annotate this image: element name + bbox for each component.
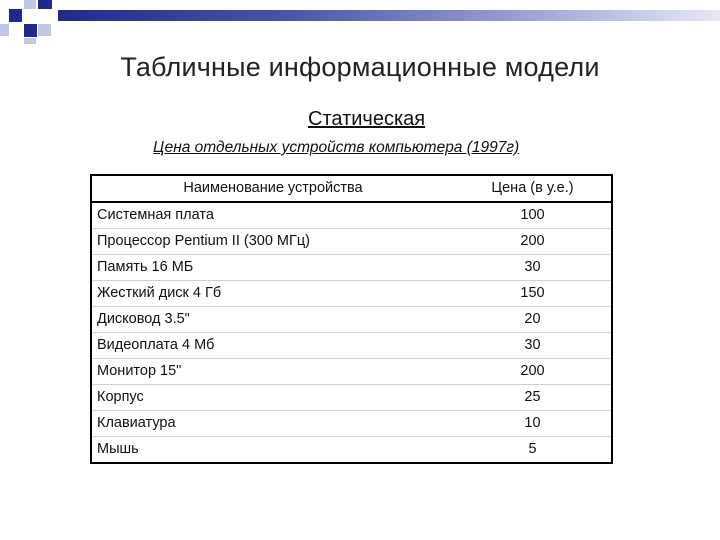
device-price: 30 [454, 255, 612, 281]
device-price: 5 [528, 441, 537, 457]
slide-subtitle: Статическая [308, 108, 426, 130]
table-row [91, 255, 612, 281]
device-price: 10 [454, 411, 612, 437]
column-header-price: Цена (в у.е.) [454, 175, 612, 202]
device-price: 150 [454, 281, 612, 307]
decor-square [38, 0, 52, 9]
device-name: Память 16 МБ [91, 255, 454, 281]
slide-title: Табличные информационные модели [120, 52, 600, 82]
device-name: Корпус [91, 385, 454, 411]
device-price: 200 [454, 229, 612, 255]
device-name: Дисковод 3.5" [91, 307, 454, 333]
decor-gradient-bar [58, 10, 720, 21]
device-name: Системная плата [91, 202, 454, 229]
table-caption: Цена отдельных устройств компьютера (1997г) [153, 139, 520, 156]
device-price: 25 [454, 385, 612, 411]
table-row [91, 229, 612, 255]
device-name: Процессор Pentium II (300 МГц) [91, 229, 454, 255]
table-row [91, 202, 612, 229]
device-price: 20 [454, 307, 612, 333]
decor-square [24, 24, 37, 37]
table-header-row [91, 175, 612, 202]
device-name: Мышь [97, 441, 139, 457]
decor-square [9, 9, 22, 22]
device-price: 200 [454, 359, 612, 385]
table-row [91, 333, 612, 359]
decor-square [38, 24, 51, 36]
decor-square [24, 38, 36, 44]
table-row [91, 281, 612, 307]
device-name: Клавиатура [91, 411, 454, 437]
device-name: Монитор 15" [91, 359, 454, 385]
device-name: Жесткий диск 4 Гб [91, 281, 454, 307]
device-price-table [90, 174, 613, 464]
header-decoration [0, 0, 720, 44]
decor-square [24, 0, 36, 9]
table-row [91, 359, 612, 385]
table-row [91, 385, 612, 411]
device-price: 30 [454, 333, 612, 359]
table-row [91, 437, 612, 464]
device-price: 100 [454, 202, 612, 229]
decor-square [0, 24, 9, 36]
table-row [91, 307, 612, 333]
table-row [91, 411, 612, 437]
device-name: Видеоплата 4 Мб [91, 333, 454, 359]
column-header-device: Наименование устройства [91, 175, 454, 202]
